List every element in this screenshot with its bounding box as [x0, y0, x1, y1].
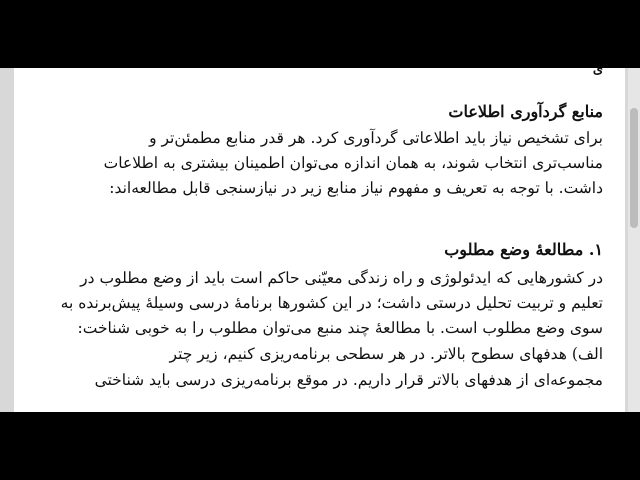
paragraph-line: داشت. با توجه به تعریف و مفهوم نیاز منابع زیر در نیازسنجی قابل مطالعه‌اند: — [109, 179, 603, 197]
section-heading-sources: منابع گردآوری اطلاعات — [448, 102, 603, 121]
document-viewer[interactable] — [0, 68, 640, 412]
paragraph-line: مجموعه‌ای از هدفهای بالاتر قرار داریم. در موقع برنامه‌ریزی درسی باید شناختی — [94, 371, 603, 389]
paragraph-line: مناسب‌تری انتخاب شوند، به همان اندازه می‌توان اطمینان بیشتری به اطلاعات — [103, 154, 603, 172]
video-letterbox-top — [0, 0, 640, 68]
paragraph-line: تعلیم و تربیت تحلیل درستی داشت؛ در این کشورها برنامهٔ درسی وسیلهٔ پیش‌برنده به — [60, 294, 603, 312]
video-letterbox-bottom — [0, 412, 640, 480]
paragraph-line: برای تشخیص نیاز باید اطلاعاتی گردآوری کرد. هر قدر منابع مطمئن‌تر و — [149, 129, 603, 147]
scrollbar-thumb[interactable] — [630, 108, 638, 228]
top-text-fragment: ی — [592, 68, 603, 77]
section-heading-desired-state: ۱. مطالعهٔ وضع مطلوب — [444, 240, 603, 259]
paragraph-line: در کشورهایی که ایدئولوژی و راه زندگی معیّنی حاکم است باید از وضع مطلوب در — [80, 269, 603, 287]
paragraph-line: سوی وضع مطلوب است. با مطالعهٔ چند منبع می‌توان مطلوب را به خوبی شناخت: — [77, 319, 603, 337]
vertical-scrollbar[interactable] — [628, 68, 640, 412]
paragraph-line: الف) هدفهای سطوح بالاتر. در هر سطحی برنامه‌ریزی کنیم، زیر چتر — [169, 345, 603, 363]
document-page — [14, 68, 625, 412]
